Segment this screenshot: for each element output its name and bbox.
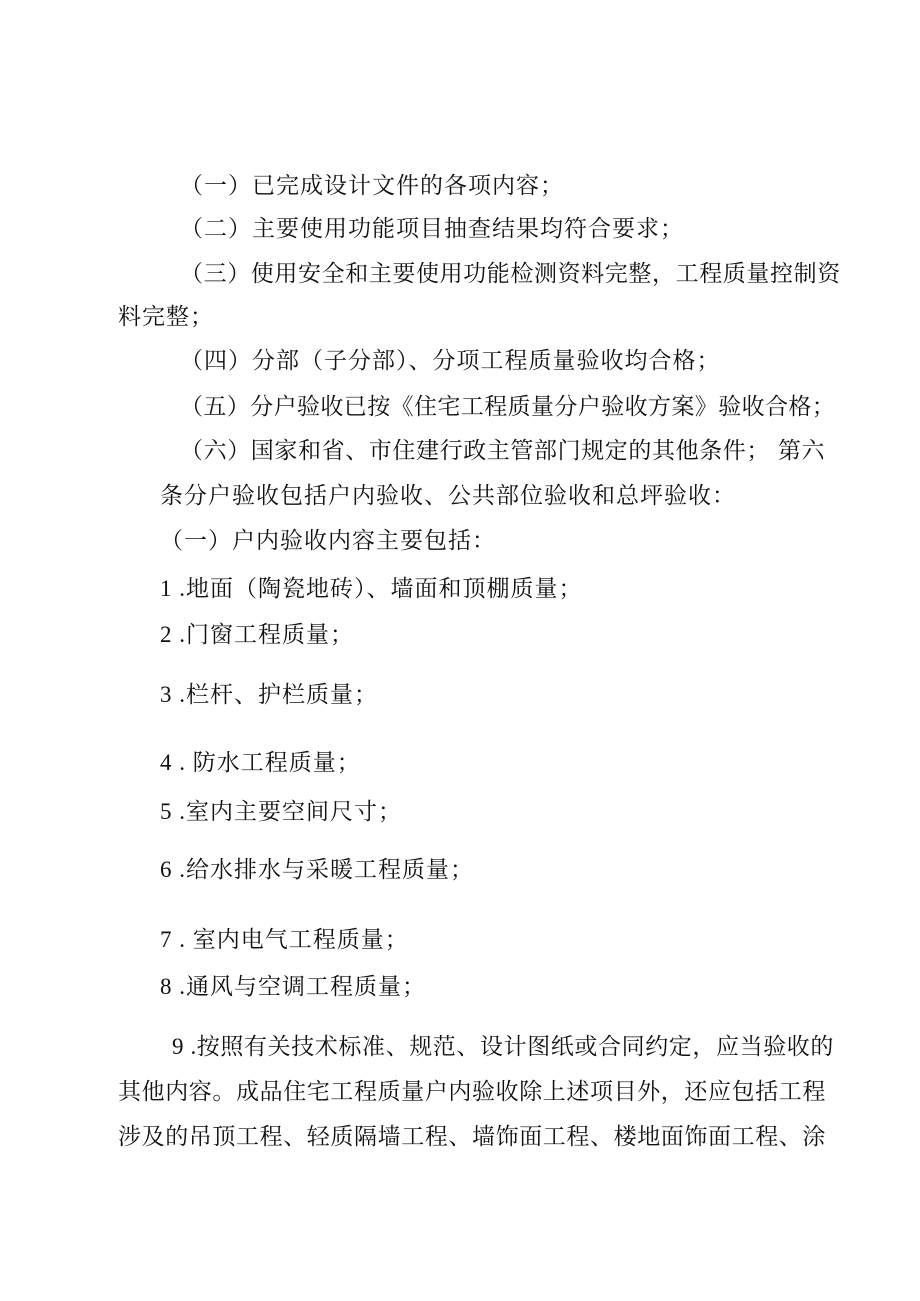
text-line-continuation-2: 涉及的吊顶工程、轻质隔墙工程、墙饰面工程、楼地面饰面工程、涂 bbox=[118, 1124, 826, 1150]
text-line-7: （六）国家和省、市住建行政主管部门规定的其他条件； 第六 bbox=[180, 438, 826, 464]
text-line-8: 条分户验收包括户内验收、公共部位验收和总坪验收： bbox=[160, 483, 736, 509]
list-item-8: 8 .通风与空调工程质量； bbox=[160, 974, 426, 999]
list-item-9: 9 .按照有关技术标准、规范、设计图纸或合同约定，应当验收的 bbox=[172, 1034, 834, 1059]
text-line-1: （一）已完成设计文件的各项内容； bbox=[180, 173, 564, 199]
list-item-2: 2 .门窗工程质量； bbox=[160, 622, 354, 647]
text-line-2: （二）主要使用功能项目抽查结果均符合要求； bbox=[180, 216, 684, 242]
text-line-3: （三）使用安全和主要使用功能检测资料完整，工程质量控制资 bbox=[180, 261, 841, 287]
list-item-5: 5 .室内主要空间尺寸； bbox=[160, 799, 402, 824]
list-item-6: 6 .给水排水与采暖工程质量； bbox=[160, 857, 474, 882]
text-line-6: （五）分户验收已按《住宅工程质量分户验收方案》验收合格； bbox=[180, 394, 836, 420]
list-item-3: 3 .栏杆、护栏质量； bbox=[160, 682, 378, 707]
text-line-9: （一）户内验收内容主要包括： bbox=[160, 528, 496, 554]
text-line-4: 料完整； bbox=[118, 304, 214, 330]
text-line-5: （四）分部（子分部）、分项工程质量验收均合格； bbox=[180, 348, 721, 374]
list-item-1: 1 .地面（陶瓷地砖）、墙面和顶棚质量； bbox=[160, 576, 583, 601]
list-item-4: 4 . 防水工程质量； bbox=[160, 750, 361, 775]
text-line-continuation-1: 其他内容。成品住宅工程质量户内验收除上述项目外，还应包括工程 bbox=[118, 1079, 826, 1105]
list-item-7: 7 . 室内电气工程质量； bbox=[160, 927, 409, 952]
